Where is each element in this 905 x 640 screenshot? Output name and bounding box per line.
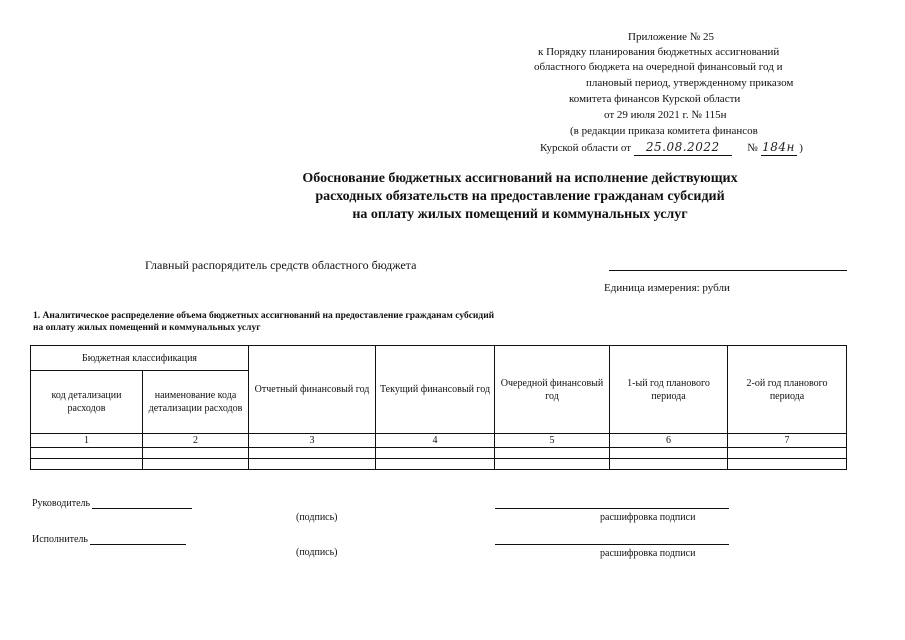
main-manager-label: Главный распорядитель средств областного бюджета [145, 258, 417, 272]
section-1-heading [33, 310, 494, 334]
head-label: Руководитель [32, 498, 91, 509]
title-line-3: на оплату жилых помещений и коммунальных услуг [352, 207, 688, 222]
table-cell[interactable] [376, 459, 495, 470]
col-expense-code: код детализации расходов [31, 371, 143, 434]
appendix-line-7: (в редакции приказа комитета финансов [570, 125, 758, 137]
table-cell[interactable] [249, 448, 376, 459]
section-1-line-1: 1. Аналитическое распределение объема бюджетных ассигнований на предоставление гражданам субсидий [33, 311, 495, 321]
handwritten-number [761, 140, 797, 156]
table-cell[interactable] [249, 459, 376, 470]
table-row [31, 448, 847, 459]
appendix-line-2: к Порядку планирования бюджетных ассигнований [538, 46, 780, 58]
executor-decode-caption: расшифровка подписи [600, 548, 696, 559]
table-cell[interactable] [31, 448, 143, 459]
col-number-3: 3 [249, 434, 376, 448]
appendix-number-sign: № [747, 142, 758, 154]
table-cell[interactable] [376, 448, 495, 459]
head-signature-decode-field[interactable] [495, 508, 729, 509]
budget-table [30, 345, 847, 470]
appendix-line-8-prefix: Курской области от [540, 142, 631, 154]
col-number-5: 5 [495, 434, 610, 448]
section-1-line-2: на оплату жилых помещений и коммунальных услуг [33, 323, 261, 333]
appendix-line-8-suffix: ) [799, 142, 803, 154]
col-plan-year-2: 2-ой год планового периода [728, 346, 847, 434]
handwritten-date [634, 140, 732, 156]
appendix-line-5: комитета финансов Курской области [569, 93, 741, 105]
head-name-field[interactable] [92, 508, 192, 509]
head-decode-caption: расшифровка подписи [600, 512, 696, 523]
table-cell[interactable] [610, 448, 728, 459]
table-cell[interactable] [495, 448, 610, 459]
executor-signature-decode-field[interactable] [495, 544, 729, 545]
table-cell[interactable] [495, 459, 610, 470]
table-cell[interactable] [31, 459, 143, 470]
col-number-1: 1 [31, 434, 143, 448]
table-cell[interactable] [728, 448, 847, 459]
title-line-2: расходных обязательств на предоставление гражданам субсидий [315, 189, 725, 204]
col-next-year: Очередной финансовый год [495, 346, 610, 434]
table-row [31, 459, 847, 470]
budget-classification-header: Бюджетная классификация [31, 346, 249, 371]
col-expense-code-name: наименование кода детализации расходов [143, 371, 249, 434]
col-number-4: 4 [376, 434, 495, 448]
col-current-year: Текущий финансовый год [376, 346, 495, 434]
col-plan-year-1: 1-ый год планового периода [610, 346, 728, 434]
appendix-number: Приложение № 25 [628, 31, 715, 43]
col-number-6: 6 [610, 434, 728, 448]
appendix-line-8 [540, 140, 803, 156]
document-title [120, 170, 905, 224]
handwritten-number-text: 184н [762, 140, 795, 154]
table-cell[interactable] [143, 448, 249, 459]
table-cell[interactable] [610, 459, 728, 470]
executor-name-field[interactable] [90, 544, 186, 545]
appendix-line-6: от 29 июля 2021 г. № 115н [604, 109, 727, 121]
executor-label: Исполнитель [32, 534, 88, 545]
col-number-7: 7 [728, 434, 847, 448]
appendix-line-4: плановый период, утвержденному приказом [586, 77, 794, 89]
col-reporting-year: Отчетный финансовый год [249, 346, 376, 434]
table-cell[interactable] [143, 459, 249, 470]
col-number-2: 2 [143, 434, 249, 448]
executor-signature-caption: (подпись) [296, 547, 338, 558]
appendix-line-3: областного бюджета на очередной финансовый год и [534, 61, 783, 73]
table-cell[interactable] [728, 459, 847, 470]
handwritten-date-text: 25.08.2022 [645, 140, 720, 154]
title-line-1: Обоснование бюджетных ассигнований на исполнение действующих [302, 171, 738, 186]
main-manager-field[interactable] [609, 270, 847, 271]
head-signature-caption: (подпись) [296, 512, 338, 523]
unit-label: Единица измерения: рубли [604, 282, 730, 294]
